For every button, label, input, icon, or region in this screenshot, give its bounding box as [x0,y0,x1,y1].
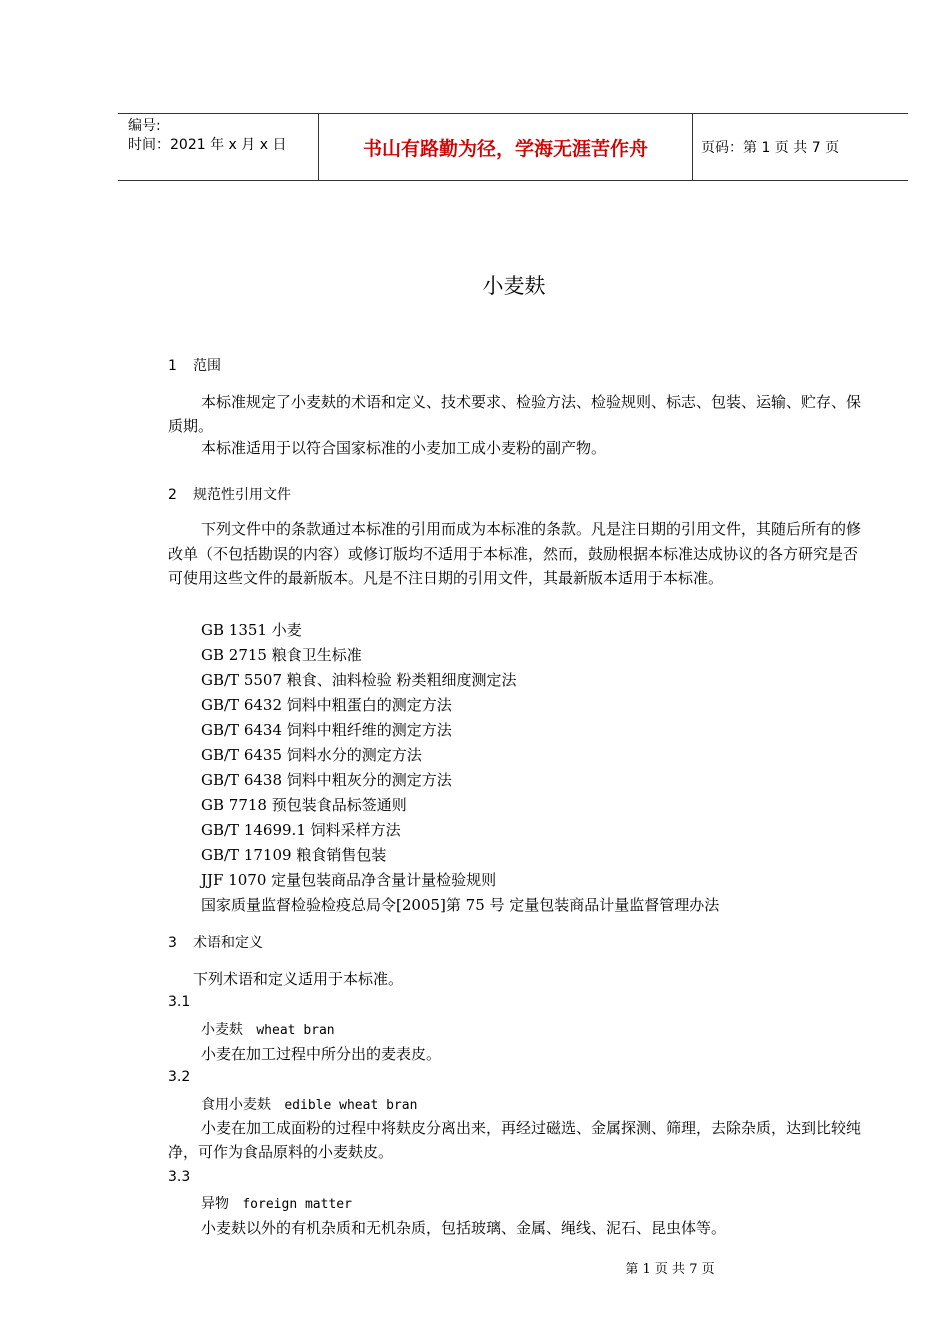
section-title: 术语和定义 [193,935,263,951]
reference-item: GB/T 6434 饲料中粗纤维的测定方法 [201,721,452,739]
reference-item: GB/T 6438 饲料中粗灰分的测定方法 [201,771,452,789]
reference-item: GB/T 5507 粮食、油料检验 粉类粗细度测定法 [201,671,517,689]
paragraph: 本标准适用于以符合国家标准的小麦加工成小麦粉的副产物。 [201,439,607,457]
document-title: 小麦麸 [482,274,546,298]
section-heading [168,355,221,375]
paragraph: 本标准规定了小麦麸的术语和定义、技术要求、检验方法、检验规则、标志、包装、运输、贮存、保质期。 [168,393,862,435]
term-heading [201,1094,417,1114]
term-cn: 小麦麸 [201,1022,243,1038]
term-definition: 小麦在加工成面粉的过程中将麸皮分离出来，再经过磁选、金属探测、筛理，去除杂质，达到比较纯净，可作为食品原料的小麦麸皮。 [168,1119,862,1161]
term-number: 3.2 [168,1069,191,1085]
term-heading [201,1193,352,1213]
term-heading [201,1019,335,1039]
header-motto: 书山有路勤为径，学海无涯苦作舟 [319,114,693,180]
document-header [118,113,908,181]
reference-item: GB 7718 预包装食品标签通则 [201,796,407,814]
reference-item: 国家质量监督检验检疫总局令[2005]第 75 号 定量包装商品计量监督管理办法 [201,896,720,914]
term-number: 3.1 [168,994,191,1010]
reference-item: GB/T 14699.1 饲料采样方法 [201,821,401,839]
reference-item: GB/T 6432 饲料中粗蛋白的测定方法 [201,696,452,714]
header-meta [118,114,319,180]
number-label: 编号: [128,118,161,134]
term-definition: 小麦麸以外的有机杂质和无机杂质，包括玻璃、金属、绳线、泥石、昆虫体等。 [201,1219,727,1237]
section-title: 规范性引用文件 [193,487,291,503]
reference-item: GB/T 17109 粮食销售包装 [201,846,387,864]
term-en: edible wheat bran [284,1098,418,1113]
term-en: wheat bran [256,1023,335,1038]
page-footer: 第 1 页 共 7 页 [625,1262,715,1277]
section-heading [168,932,263,952]
term-number: 3.3 [168,1169,191,1185]
section-number: 3 [168,935,177,951]
section-intro: 下列术语和定义适用于本标准。 [193,970,404,988]
term-cn: 异物 [201,1196,229,1212]
reference-item: GB 2715 粮食卫生标准 [201,646,362,664]
term-cn: 食用小麦麸 [201,1097,271,1113]
section-number: 1 [168,358,177,374]
paragraph: 下列文件中的条款通过本标准的引用而成为本标准的条款。凡是注日期的引用文件，其随后所有的修改单（不包括勘误的内容）或修订版均不适用于本标准，然而，鼓励根据本标准达成协议的各方研究是否可使用这些文件的最新版本。凡是不注日期的引用文件，其最新版本适用于本标准。 [168,520,862,587]
reference-item: GB 1351 小麦 [201,621,302,639]
section-title: 范围 [193,358,221,374]
term-definition: 小麦在加工过程中所分出的麦表皮。 [201,1045,442,1063]
time-label: 时间：2021 年 x 月 x 日 [128,137,287,153]
term-en: foreign matter [242,1197,352,1212]
header-page-label: 页码：第 1 页 共 7 页 [701,140,840,156]
reference-item: GB/T 6435 饲料水分的测定方法 [201,746,422,764]
reference-item: JJF 1070 定量包装商品净含量计量检验规则 [201,871,497,889]
section-number: 2 [168,487,177,503]
section-heading [168,484,291,504]
